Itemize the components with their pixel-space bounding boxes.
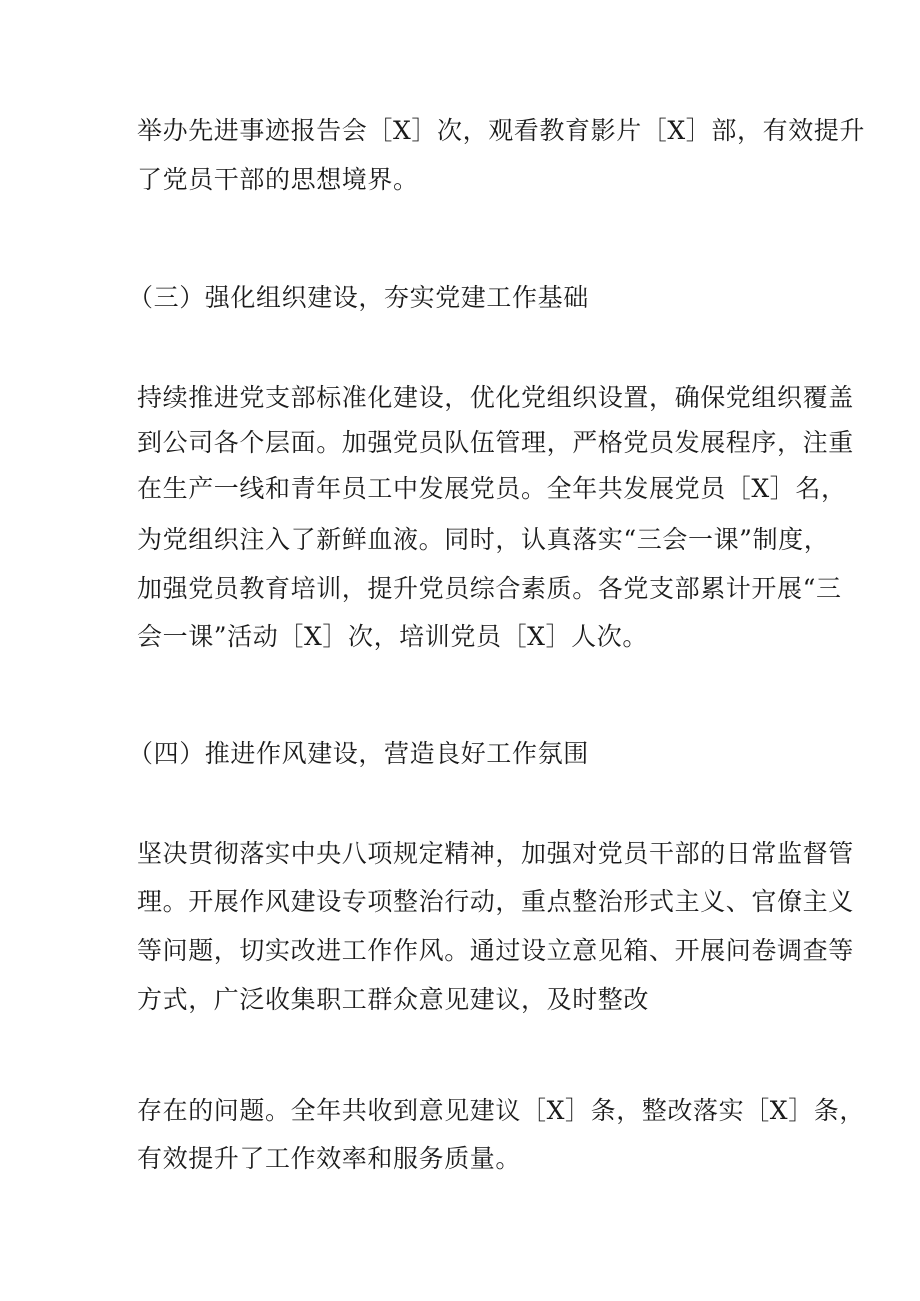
paragraph-2-line-6: 会一课”活动［X］次，培训党员［X］人次。 <box>137 622 648 651</box>
paragraph-3-line-3: 等问题，切实改进工作作风。通过设立意见箱、开展问卷调查等 <box>137 936 854 965</box>
paragraph-4-line-2: 有效提升了工作效率和服务质量。 <box>137 1144 522 1173</box>
paragraph-2-line-2: 到公司各个层面。加强党员队伍管理，严格党员发展程序，注重 <box>137 428 854 457</box>
section-heading-3: （三）强化组织建设，夯实党建工作基础 <box>128 283 589 312</box>
section-heading-4: （四）推进作风建设，营造良好工作氛围 <box>128 739 589 768</box>
paragraph-4-line-1: 存在的问题。全年共收到意见建议［X］条，整改落实［X］条， <box>137 1096 865 1125</box>
paragraph-2-line-5: 加强党员教育培训，提升党员综合素质。各党支部累计开展“三 <box>137 574 842 603</box>
paragraph-3-line-2: 理。开展作风建设专项整治行动，重点整治形式主义、官僚主义 <box>137 887 854 916</box>
paragraph-1-line-1: 举办先进事迹报告会［X］次，观看教育影片［X］部，有效提升 <box>137 116 865 145</box>
paragraph-1-line-2: 了党员干部的思想境界。 <box>137 165 419 194</box>
paragraph-2-line-4: 为党组织注入了新鲜血液。同时，认真落实“三会一课”制度， <box>137 525 830 554</box>
paragraph-3-line-1: 坚决贯彻落实中央八项规定精神，加强对党员干部的日常监督管 <box>137 839 854 868</box>
paragraph-3-line-4: 方式，广泛收集职工群众意见建议，及时整改 <box>137 985 650 1014</box>
paragraph-2-line-3: 在生产一线和青年员工中发展党员。全年共发展党员［X］名， <box>137 474 847 503</box>
paragraph-2-line-1: 持续推进党支部标准化建设，优化党组织设置，确保党组织覆盖 <box>137 383 854 412</box>
